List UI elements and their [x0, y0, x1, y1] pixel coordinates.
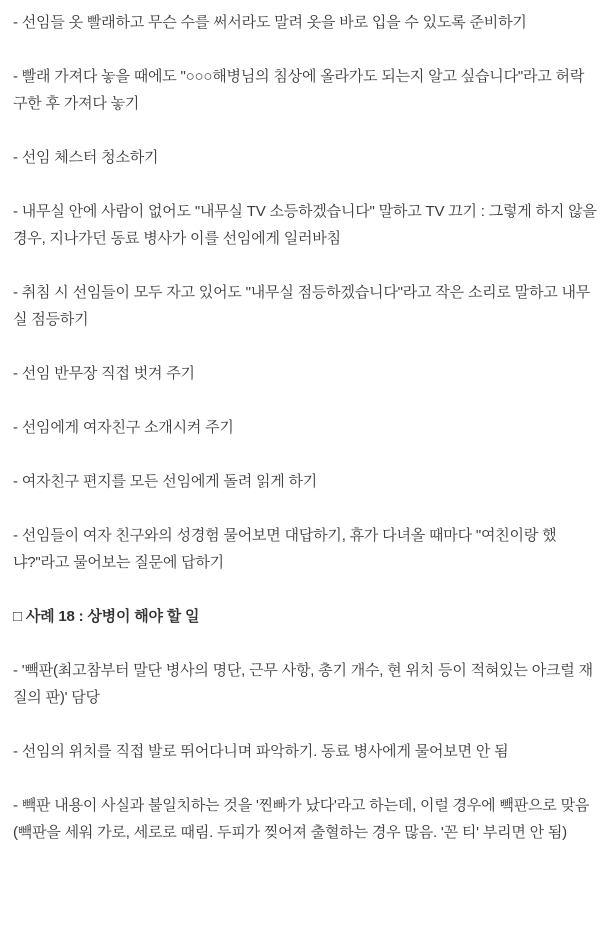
list-item: - 선임 반무장 직접 벗겨 주기: [13, 365, 195, 382]
list-item: - 선임의 위치를 직접 발로 뛰어다니며 파악하기. 동료 병사에게 물어보면 안 됨: [13, 743, 509, 760]
list-item: - 내무실 안에 사람이 없어도 "내무실 TV 소등하겠습니다" 말하고 TV 끄기 : 그렇게 하지 않을 경우, 지나가던 동료 병사가 이를 선임에게 일러바침: [13, 203, 597, 247]
list-item: - 빨래 가져다 놓을 때에도 "○○○해병님의 침상에 올라가도 되는지 알고 싶습니다"라고 허락 구한 후 가져다 놓기: [13, 68, 585, 112]
list-item: - 취침 시 선임들이 모두 자고 있어도 "내무실 점등하겠습니다"라고 작은 소리로 말하고 내무실 점등하기: [13, 284, 591, 328]
list-item: - 선임들 옷 빨래하고 무슨 수를 써서라도 말려 옷을 바로 입을 수 있도록 준비하기: [13, 14, 527, 31]
list-item: - 선임에게 여자친구 소개시켜 주기: [13, 419, 234, 436]
list-item: - 빽판 내용이 사실과 불일치하는 것을 '찐빠가 났다'라고 하는데, 이럴 경우에 빽판으로 맞음(빽판을 세워 가로, 세로로 때림. 두피가 찢어져 출혈하는 경우 많음. '꼰 티' 부리면 안 됨): [13, 797, 590, 841]
list-item: - 선임들이 여자 친구와의 성경험 물어보면 대답하기, 휴가 다녀올 때마다 "여친이랑 했냐?"라고 물어보는 질문에 답하기: [13, 527, 557, 571]
list-item: - '빽판(최고참부터 말단 병사의 명단, 근무 사항, 총기 개수, 현 위치 등이 적혀있는 아크럴 재질의 판)' 담당: [13, 662, 593, 706]
section-heading: □ 사례 18 : 상병이 해야 할 일: [13, 608, 200, 625]
list-item: - 여자친구 편지를 모든 선임에게 돌려 읽게 하기: [13, 473, 318, 490]
list-item: - 선임 체스터 청소하기: [13, 149, 159, 166]
